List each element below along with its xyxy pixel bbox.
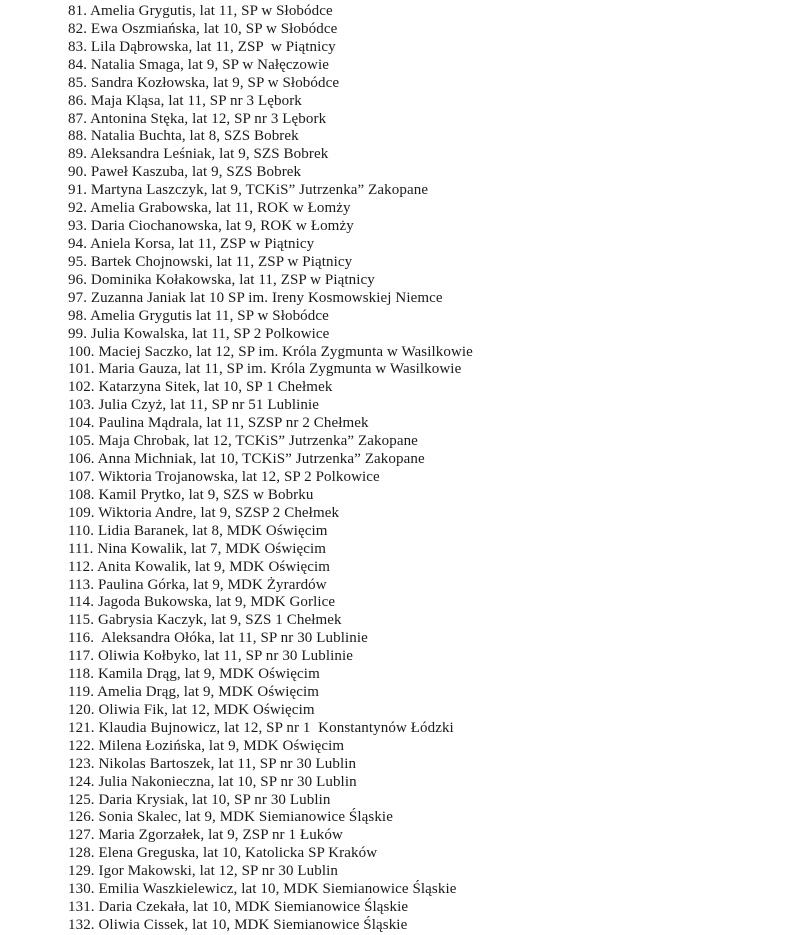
list-item: 100. Maciej Saczko, lat 12, SP im. Króla Zygmunta w Wasilkowie bbox=[68, 343, 473, 360]
list-item: 124. Julia Nakonieczna, lat 10, SP nr 30 Lublin bbox=[68, 773, 357, 790]
list-item: 83. Lila Dąbrowska, lat 11, ZSP w Piątnicy bbox=[68, 38, 336, 55]
list-item: 97. Zuzanna Janiak lat 10 SP im. Ireny Kosmowskiej Niemce bbox=[68, 289, 443, 306]
list-item: 92. Amelia Grabowska, lat 11, ROK w Łomży bbox=[68, 200, 351, 217]
list-item: 119. Amelia Drąg, lat 9, MDK Oświęcim bbox=[68, 684, 320, 701]
list-item: 93. Daria Ciochanowska, lat 9, ROK w Łomży bbox=[68, 218, 354, 235]
list-item: 89. Aleksandra Leśniak, lat 9, SZS Bobrek bbox=[68, 146, 329, 163]
list-item: 116. Aleksandra Ołóka, lat 11, SP nr 30 Lublinie bbox=[68, 630, 368, 647]
list-item: 95. Bartek Chojnowski, lat 11, ZSP w Piątnicy bbox=[68, 253, 353, 270]
list-item: 129. Igor Makowski, lat 12, SP nr 30 Lublin bbox=[68, 863, 338, 880]
list-item: 87. Antonina Stęka, lat 12, SP nr 3 Lębork bbox=[68, 110, 327, 127]
list-item: 123. Nikolas Bartoszek, lat 11, SP nr 30 Lublin bbox=[68, 755, 357, 772]
list-item: 112. Anita Kowalik, lat 9, MDK Oświęcim bbox=[68, 558, 331, 575]
list-item: 120. Oliwia Fik, lat 12, MDK Oświęcim bbox=[68, 701, 315, 718]
list-item: 107. Wiktoria Trojanowska, lat 12, SP 2 Polkowice bbox=[68, 468, 380, 485]
list-item: 126. Sonia Skalec, lat 9, MDK Siemianowice Śląskie bbox=[68, 809, 393, 826]
participant-list bbox=[68, 3, 780, 935]
list-item: 122. Milena Łozińska, lat 9, MDK Oświęcim bbox=[68, 737, 345, 754]
list-item: 128. Elena Greguska, lat 10, Katolicka SP Kraków bbox=[68, 845, 378, 862]
list-item: 98. Amelia Grygutis lat 11, SP w Słobódce bbox=[68, 307, 329, 324]
list-item: 118. Kamila Drąg, lat 9, MDK Oświęcim bbox=[68, 666, 320, 683]
list-item: 103. Julia Czyż, lat 11, SP nr 51 Lublinie bbox=[68, 397, 319, 414]
list-item: 82. Ewa Oszmiańska, lat 10, SP w Słobódce bbox=[68, 20, 338, 37]
list-item: 102. Katarzyna Sitek, lat 10, SP 1 Chełmek bbox=[68, 379, 333, 396]
list-item: 114. Jagoda Bukowska, lat 9, MDK Gorlice bbox=[68, 594, 336, 611]
list-item: 115. Gabrysia Kaczyk, lat 9, SZS 1 Chełmek bbox=[68, 612, 342, 629]
list-item: 85. Sandra Kozłowska, lat 9, SP w Słobódce bbox=[68, 74, 340, 91]
list-item: 127. Maria Zgorzałek, lat 9, ZSP nr 1 Łuków bbox=[68, 827, 343, 844]
list-item: 94. Aniela Korsa, lat 11, ZSP w Piątnicy bbox=[68, 235, 315, 252]
list-item: 84. Natalia Smaga, lat 9, SP w Nałęczowie bbox=[68, 56, 329, 73]
list-item: 111. Nina Kowalik, lat 7, MDK Oświęcim bbox=[68, 540, 327, 557]
list-item: 125. Daria Krysiak, lat 10, SP nr 30 Lublin bbox=[68, 791, 331, 808]
list-item: 108. Kamil Prytko, lat 9, SZS w Bobrku bbox=[68, 486, 314, 503]
list-item: 130. Emilia Waszkielewicz, lat 10, MDK Siemianowice Śląskie bbox=[68, 881, 457, 898]
list-item: 90. Paweł Kaszuba, lat 9, SZS Bobrek bbox=[68, 164, 302, 181]
list-item: 121. Klaudia Bujnowicz, lat 12, SP nr 1 Konstantynów Łódzki bbox=[68, 719, 454, 736]
list-item: 109. Wiktoria Andre, lat 9, SZSP 2 Chełmek bbox=[68, 504, 340, 521]
list-item: 131. Daria Czekała, lat 10, MDK Siemianowice Śląskie bbox=[68, 899, 409, 916]
list-item: 113. Paulina Górka, lat 9, MDK Żyrardów bbox=[68, 576, 327, 593]
list-item: 81. Amelia Grygutis, lat 11, SP w Słobódce bbox=[68, 3, 333, 19]
list-item: 99. Julia Kowalska, lat 11, SP 2 Polkowice bbox=[68, 325, 330, 342]
list-item: 132. Oliwia Cissek, lat 10, MDK Siemianowice Śląskie bbox=[68, 917, 408, 934]
list-item: 110. Lidia Baranek, lat 8, MDK Oświęcim bbox=[68, 522, 328, 539]
list-item: 106. Anna Michniak, lat 10, TCKiS” Jutrzenka” Zakopane bbox=[68, 451, 425, 468]
list-item: 86. Maja Kląsa, lat 11, SP nr 3 Lębork bbox=[68, 92, 302, 109]
list-item: 104. Paulina Mądrala, lat 11, SZSP nr 2 Chełmek bbox=[68, 415, 369, 432]
list-item: 88. Natalia Buchta, lat 8, SZS Bobrek bbox=[68, 128, 299, 145]
list-item: 105. Maja Chrobak, lat 12, TCKiS” Jutrzenka” Zakopane bbox=[68, 433, 418, 450]
list-item: 96. Dominika Kołakowska, lat 11, ZSP w Piątnicy bbox=[68, 271, 375, 288]
list-item: 117. Oliwia Kołbyko, lat 11, SP nr 30 Lublinie bbox=[68, 648, 353, 665]
list-item: 101. Maria Gauza, lat 11, SP im. Króla Zygmunta w Wasilkowie bbox=[68, 361, 462, 378]
list-item: 91. Martyna Laszczyk, lat 9, TCKiS” Jutrzenka” Zakopane bbox=[68, 182, 429, 199]
